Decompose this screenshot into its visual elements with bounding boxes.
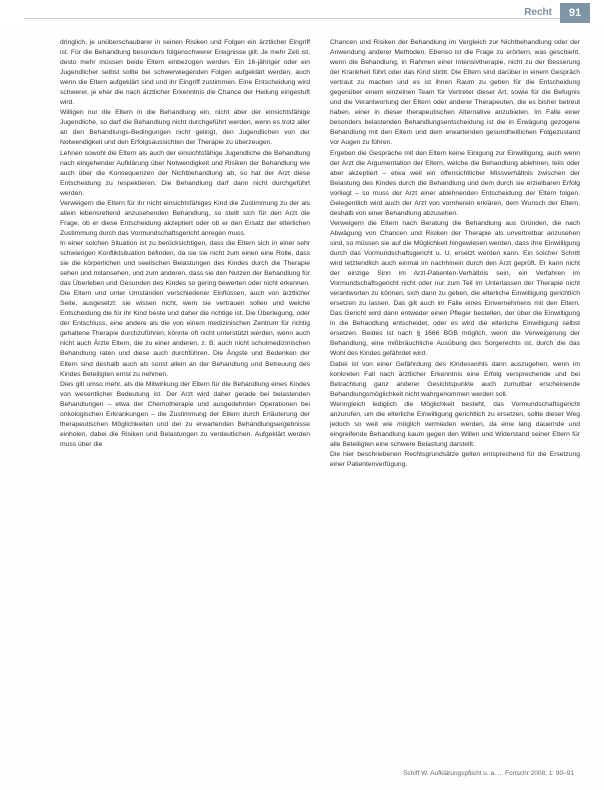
paragraph: In einer solchen Situation ist zu berücksichtigen, dass die Eltern sich in einer sehr schwierigen Konfliktsituation befinden, da sie sie nicht zum einen eine Rolle, dass sie die körperlichen und seelischen Belastungen des Kindes durch die Therapie sehen und mitansehen, und zum anderen, dass sie den Nutzen der Behandlung für das Überleben und Gesunden des Kindes so gering bewerten oder nicht erkennen. Die Eltern und unter Umständen verschiedener Einflüssen, auch von ärztlicher Seite, ausgesetzt: sie wissen nicht, wem sie vertrauen sollen und welche Entscheidung die für ihr Kind beste und daher die richtige ist. Die Überlegung, oder der Entschluss, eine andere als die von einem medizinischen Zentrum für richtig gehaltene Therapie durchzuführen, könnte oft nicht unterstützt werden, wenn auch nicht auch Ärzte Eltern, die zu einer anderen, z. B. auch nicht schulmedizinischen Behandlung raten und diese auch durchführen. Die Ängste und Bedenken der Eltern sind deshalb auch als sonst allein an der Behandlung und Betreuung des Kindes Beteiligten ernst zu nehmen. [60, 239, 310, 378]
page-number: 91 [568, 7, 582, 19]
section-label: Recht [524, 7, 552, 18]
page-number-badge [560, 3, 590, 23]
paragraph: Verweigern die Eltern für ihr nicht einsichtsfähiges Kind die Zustimmung zu der als allein lebensrettend anzusehenden Behandlung, so stellt sich für den Arzt die Frage, ob er diese Entscheidung akzeptiert oder ob er den Ersatz der elterlichen Zustimmung durch das Vormundschaftsgericht anregen muss. [60, 199, 310, 237]
paragraph: Dabei ist von einer Gefährdung des Kindeswohls dann auszugehen, wenn im konkreten Fall nach ärztlicher Erkenntnis eine Erfolg versprechende und bei Betrachtung ganz anderer Gesichtspunkte auch zumutbar erscheinende Behandlungsmöglichkeit nicht wahrgenommen werden soll. [330, 360, 580, 398]
paragraph: Willigen nur die Eltern in die Behandlung ein, nicht aber der einsichtsfähige Jugendliche, so darf die Behandlung nicht durchgeführt werden, wenn es trotz aller an den Behandlungs-Bedingungen nicht gelingt, den Jugendlichen von der Notwendigkeit und den Erfolgsaussichten der Therapie zu überzeugen. [60, 109, 310, 147]
paragraph: Dies gilt umso mehr, als die Mitwirkung der Eltern für die Behandlung eines Kindes von wesentlicher Bedeutung ist. Der Arzt wird daher gerade bei belastenden Behandlungen – etwa der Chemotherapie und ausgedehnten Operationen bei onkologischen Erkrankungen – die Zustimmung der Eltern durch Erläuterung der therapeutischen Möglichkeiten und der zu erwartenden Behandlungsergebnisse einholen, dabei die Risiken und Belastungen zu verdeutlichen. Aufgeklärt werden muss über die [60, 380, 310, 448]
page-header [0, 0, 604, 30]
footer-citation: Schiff W. Aufklärungspflicht u. a. ... Fortschr 2008; 1: 90–91 [403, 770, 574, 777]
paragraph: Die hier beschriebenen Rechtsgrundsätze gelten entsprechend für die Ersetzung einer Patientenverfügung. [330, 450, 580, 468]
article-body [60, 38, 580, 598]
paragraph: Verweigern die Eltern nach Beratung die Behandlung aus Gründen, die nach Abwägung von Chancen und Risiken der Therapie als unvertretbar anzusehen sind, so müssen sie auf die Möglichkeit hingewiesen werden, dass ihre Einwilligung durch das Vormundschaftsgericht u. U. ersetzt werden kann. Ein solcher Schritt wird letztendlich auch einmal im nachhinein durch den Arzt geprüft. Er kann nicht der einzige Sinn im Arzt-Patienten-Verhältnis sein, ein Verfahren im Vormundschaftsgericht nicht oder nur zum Teil im Unterlassen der Therapie nicht verantworten zu können, sich dann zu geben, die elterliche Einwilligung gerichtlich ersetzen zu lassen. Das gilt auch im Falle eines Einvernehmens mit den Eltern. Das Gericht wird dann entweder einen Pfleger bestellen, der über die Einwilligung in die Behandlung entscheidet, oder es wird die elterliche Einwilligung selbst ersetzen. Beides ist nach § 1666 BGB möglich, wenn die Verweigerung der Behandlung, eine mißbräuchliche Ausübung des Sorgerechts ist, durch die das Wohl des Kindes gefährdet wird. [330, 219, 580, 358]
paragraph: Lehnen sowohl die Eltern als auch der einsichtsfähige Jugendliche die Behandlung nach eingehender Aufklärung über Notwendigkeit und Risiken der Behandlung wie auch über die Konsequenzen der Nichtbehandlung ab, so hat der Arzt diese Entscheidung zu respektieren. Die Behandlung darf dann nicht durchgeführt werden. [60, 149, 310, 197]
paragraph: Chancen und Risiken der Behandlung im Vergleich zur Nichtbehandlung oder der Anwendung anderer Methoden. Ebenso ist die Frage zu erörtern, was geschieht, wenn die Behandlung, in Rahmen einer Intensivtherapie, nicht zu der Besserung der Krankheit führt oder das Kind stirbt. Die Eltern sind darüber in einem Gespräch vertraut zu machen und es ist ihnen Raum zu geben für die Entscheidung gegenüber einem einzelnen Team für Vertreter dieser Art, sowie für die Befugnis und die Verantwortung der Eltern oder anderer Therapeuten, die es bisher betreut haben, einer in dieser therapeutischen Alternative anzubieten. Im Falle einer besonders belastenden Behandlungsentscheidung ist die in Erwägung gezogene Behandlung mit den Eltern und dem erwartenden gesundheitlichen Folgezustand vor Augen zu führen. [330, 39, 580, 147]
paragraph: dringlich, je unüberschaubarer in seinen Risiken und Folgen ein ärztlicher Eingriff ist. Für die Behandlung besonders folgenschwerer Ereignisse gilt: Je mehr Zeit ist, desto mehr müssen beide Eltern einbezogen werden. Ein 16-jähriger oder ein Jugendlicher selbst sollte bei schwerwiegenden Folgen aufgeklärt werden, auch wenn die Eltern aufgeklärt sind und ihr Eingriff zustimmen. Eine Entscheidung wird schwerer, je eher die nach ärztlicher Erkenntnis die Chance der Heilung eingestuft wird. [60, 39, 310, 107]
left-column [60, 38, 310, 598]
paragraph: Wenngleich lediglich die Möglichkeit besteht, das Vormundschaftsgericht anzurufen, um die elterliche Einwilligung gerichtlich zu ersetzen, sollte dieser Weg jedoch so weit wie möglich vermieden werden, da eine lang dauernde und eingreifende Behandlung kaum gegen den Willen und Widerstand seiner Eltern für alle Beteiligten eine schwere Belastung darstellt. [330, 400, 580, 448]
header-rule [24, 18, 560, 19]
right-column [330, 38, 580, 598]
paragraph: Ergeben die Gespräche mit den Eltern keine Einigung zur Einwilligung, auch wenn der Arzt die Argumentation der Eltern, welche die Behandlung ablehnen, teils oder aber akzeptiert – etwa weil ein offensichtlicher Missverhältnis zwischen der Belastung des Kindes durch die Behandlung und dem durch sie erzielbaren Erfolg vorliegt – so muss der Arzt einer ablehnenden Entscheidung der Eltern folgen. Gelegentlich wird auch der Arzt von vornherein erklären, dem Wunsch der Eltern, deshalb von einer Behandlung abzusehen. [330, 149, 580, 217]
